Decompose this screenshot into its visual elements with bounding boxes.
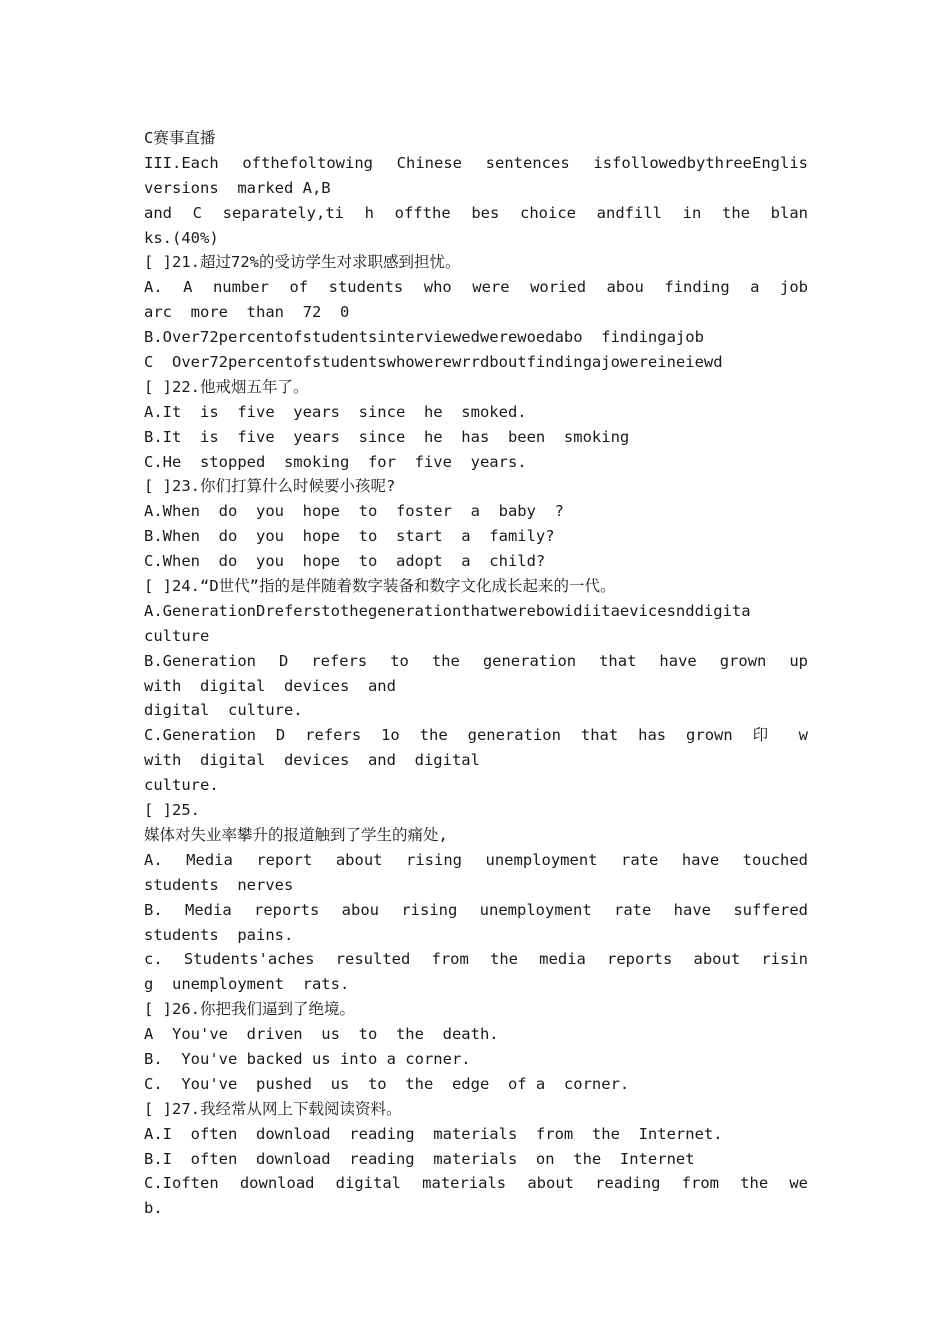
instructions-line: ks.(40%) (144, 228, 219, 247)
option-line: B.Over72percentofstudentsinterviewedwerewoedabo findingajob (144, 328, 704, 347)
instructions-line: versions marked A,B (144, 178, 331, 197)
option-line: C.He stopped smoking for five years. (144, 452, 527, 471)
question-25: [ ]25. (144, 801, 200, 820)
question-26: [ ]26.你把我们逼到了绝境。 (144, 1000, 355, 1019)
option-line: A.I often download reading materials from the Internet. (144, 1124, 723, 1143)
option-line: A. Media report about rising unemployment rate have touched (144, 850, 808, 869)
option-line: g unemployment rats. (144, 975, 350, 994)
option-line: b. (144, 1199, 163, 1218)
option-line: students nerves (144, 875, 294, 894)
option-line: B.Generation D refers to the generation that have grown up (144, 651, 808, 670)
question-25-text: 媒体对失业率攀升的报道触到了学生的痛处, (144, 825, 448, 844)
question-24: [ ]24.“D世代”指的是伴随着数字装备和数字文化成长起来的一代。 (144, 577, 616, 596)
option-line: B.I often download reading materials on the Internet (144, 1149, 695, 1168)
option-line: A.When do you hope to foster a baby ? (144, 502, 564, 521)
option-line: with digital devices and digital (144, 751, 480, 770)
option-line: digital culture. (144, 701, 303, 720)
question-22: [ ]22.他戒烟五年了。 (144, 377, 309, 396)
instructions-line: III.Each ofthefoltowing Chinese sentences isfollowedbythreeEnglis (144, 153, 808, 172)
option-line: with digital devices and (144, 676, 396, 695)
option-line: arc more than 72 0 (144, 303, 350, 322)
option-line: B. You've backed us into a corner. (144, 1049, 471, 1068)
option-line: B.When do you hope to start a family? (144, 527, 555, 546)
option-line: culture (144, 626, 210, 645)
option-line: students pains. (144, 925, 294, 944)
option-line: culture. (144, 776, 219, 795)
option-line: C Over72percentofstudentswhowerewrrdboutfindingajowereineiewd (144, 353, 723, 372)
option-line: A.It is five years since he smoked. (144, 402, 527, 421)
option-line: A. A number of students who were woried abou finding a job (144, 278, 808, 297)
option-line: c. Students'aches resulted from the media reports about risin (144, 950, 808, 969)
option-line: B. Media reports abou rising unemployment rate have suffered (144, 900, 808, 919)
question-21: [ ]21.超过72%的受访学生对求职感到担忧。 (144, 253, 461, 272)
option-line: C.Generation D refers 1o the generation that has grown 印 w (144, 726, 808, 745)
option-line: A You've driven us to the death. (144, 1025, 499, 1044)
option-line: C.When do you hope to adopt a child? (144, 552, 546, 571)
question-27: [ ]27.我经常从网上下载阅读资料。 (144, 1099, 402, 1118)
question-23: [ ]23.你们打算什么时候要小孩呢? (144, 477, 396, 496)
option-line: C. You've pushed us to the edge of a corner. (144, 1074, 630, 1093)
option-line: B.It is five years since he has been smoking (144, 427, 630, 446)
document-body (144, 126, 808, 1221)
option-line: A.GenerationDreferstothegenerationthatwerebowidiitaevicesnddigita (144, 601, 751, 620)
instructions-line: and C separately,ti h offthe bes choice andfill in the blan (144, 203, 808, 222)
option-line: C.Ioften download digital materials about reading from the we (144, 1174, 808, 1193)
section-heading: C赛事直播 (144, 129, 216, 147)
